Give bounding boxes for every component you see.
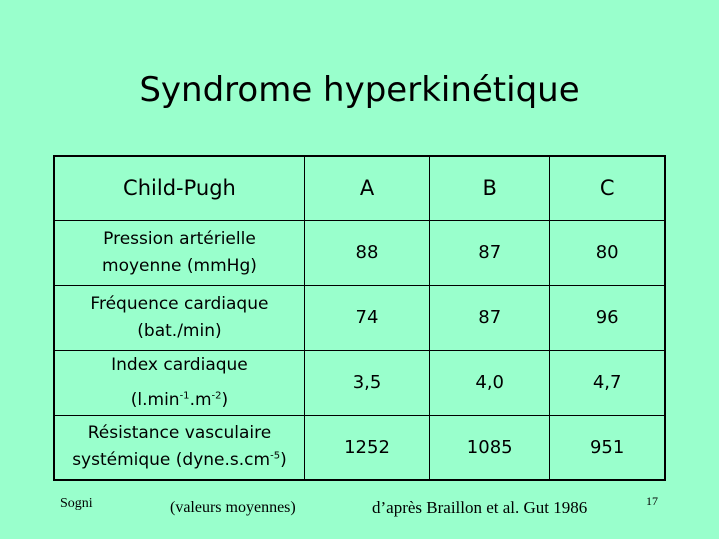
header-class-b: B bbox=[430, 156, 550, 220]
header-class-c: C bbox=[550, 156, 665, 220]
footer-note: (valeurs moyennes) bbox=[170, 499, 296, 516]
table-row-resistance bbox=[54, 415, 665, 480]
cell-value: 4,0 bbox=[430, 350, 550, 415]
cell-value: 87 bbox=[430, 285, 550, 350]
cell-value: 951 bbox=[550, 415, 665, 480]
table-header-row bbox=[54, 156, 665, 220]
cell-value: 74 bbox=[304, 285, 429, 350]
cell-value: 96 bbox=[550, 285, 665, 350]
row-label-line2: $(l.\min^{-1}.m^{-2})$ bbox=[130, 389, 229, 410]
hemodynamics-table bbox=[53, 155, 666, 481]
row-label-pression bbox=[54, 220, 304, 285]
row-label-line2: (bat./min) bbox=[137, 320, 222, 341]
page-number: 17 bbox=[646, 494, 658, 508]
cell-value: 3,5 bbox=[304, 350, 429, 415]
footer-source: d’après Braillon et al. Gut 1986 bbox=[372, 498, 588, 517]
cell-value: 88 bbox=[304, 220, 429, 285]
cell-value: 1252 bbox=[304, 415, 429, 480]
table-row-frequence bbox=[54, 285, 665, 350]
header-class-a: A bbox=[304, 156, 429, 220]
cell-value: 80 bbox=[550, 220, 665, 285]
header-child-pugh: Child-Pugh bbox=[54, 156, 304, 220]
cell-value: 87 bbox=[430, 220, 550, 285]
footer-author: Sogni bbox=[60, 496, 93, 511]
table-row-index bbox=[54, 350, 665, 415]
cell-value: 4,7 bbox=[550, 350, 665, 415]
cell-value: 1085 bbox=[430, 415, 550, 480]
row-label-line1: Fréquence cardiaque bbox=[90, 293, 269, 314]
row-label-line2: systémique $(dyne.s.cm^{-5})$ bbox=[72, 450, 287, 471]
row-label-line1: Index cardiaque bbox=[111, 354, 248, 375]
row-label-line2: moyenne (mmHg) bbox=[102, 255, 257, 276]
row-label-frequence bbox=[54, 285, 304, 350]
row-label-line1: Pression artérielle bbox=[103, 228, 256, 249]
row-label-resistance bbox=[54, 415, 304, 480]
table-row-pression bbox=[54, 220, 665, 285]
slide-title: Syndrome hyperkinétique bbox=[139, 70, 580, 110]
row-label-line1: Résistance vasculaire bbox=[87, 423, 272, 444]
row-label-index bbox=[54, 350, 304, 415]
